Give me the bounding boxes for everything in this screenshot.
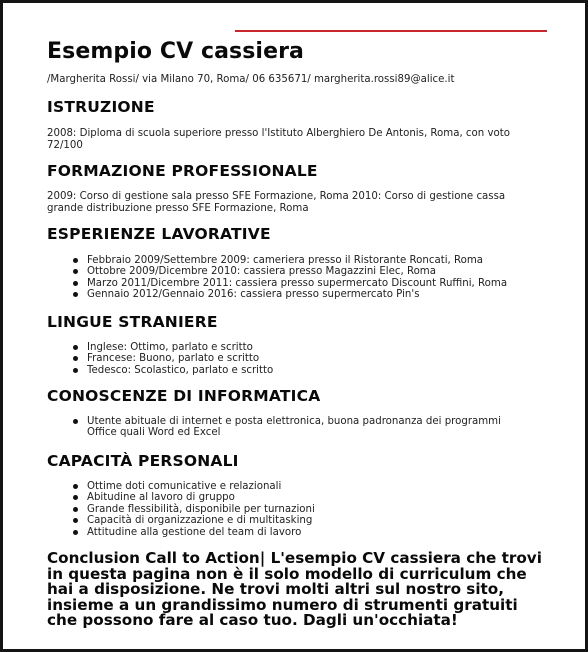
list-item: Attitudine alla gestione del team di lavoro xyxy=(73,527,543,538)
contact-line: /Margherita Rossi/ via Milano 70, Roma/ 06 635671/ margherita.rossi89@alice.it xyxy=(47,74,455,85)
heading-capacita: CAPACITÀ PERSONALI xyxy=(47,452,239,470)
list-item: Francese: Buono, parlato e scritto xyxy=(73,353,543,364)
list-item: Marzo 2011/Dicembre 2011: cassiera presso supermercato Discount Ruffini, Roma xyxy=(73,278,543,289)
list-item: Ottime doti comunicative e relazionali xyxy=(73,481,543,492)
list-item: Capacità di organizzazione e di multitasking xyxy=(73,515,543,526)
heading-informatica: CONOSCENZE DI INFORMATICA xyxy=(47,387,321,405)
list-item: Inglese: Ottimo, parlato e scritto xyxy=(73,342,543,353)
informatica-list xyxy=(73,416,533,439)
heading-esperienze: ESPERIENZE LAVORATIVE xyxy=(47,225,271,243)
list-item: Grande flessibilità, disponibile per turnazioni xyxy=(73,504,543,515)
list-item: Ottobre 2009/Dicembre 2010: cassiera presso Magazzini Elec, Roma xyxy=(73,266,543,277)
list-item: Abitudine al lavoro di gruppo xyxy=(73,492,543,503)
capacita-list xyxy=(73,481,543,538)
lingue-list xyxy=(73,342,543,376)
heading-lingue: LINGUE STRANIERE xyxy=(47,313,218,331)
heading-formazione: FORMAZIONE PROFESSIONALE xyxy=(47,162,318,180)
heading-istruzione: ISTRUZIONE xyxy=(47,98,155,116)
list-item: Tedesco: Scolastico, parlato e scritto xyxy=(73,365,543,376)
list-item: Gennaio 2012/Gennaio 2016: cassiera presso supermercato Pin's xyxy=(73,289,543,300)
formazione-text: 2009: Corso di gestione sala presso SFE Formazione, Roma 2010: Corso di gestione cassa grande distribuzione presso SFE Formazione, Roma xyxy=(47,191,506,214)
esperienze-list xyxy=(73,255,543,301)
list-item: Utente abituale di internet e posta elettronica, buona padronanza dei programmi Office quali Word ed Excel xyxy=(73,416,533,439)
accent-rule xyxy=(235,30,547,32)
conclusion-call-to-action: Conclusion Call to Action| L'esempio CV cassiera che trovi in questa pagina non è il solo modello di curriculum che hai a disposizione. Ne trovi molti altri sul nostro sito, insieme a un grandissimo numero di strumenti gratuiti che possono fare al caso tuo. Dagli un'occhiata! xyxy=(47,549,542,630)
istruzione-text: 2008: Diploma di scuola superiore presso l'Istituto Alberghiero De Antonis, Roma, con voto 72/100 xyxy=(47,128,510,151)
list-item: Febbraio 2009/Settembre 2009: cameriera presso il Ristorante Roncati, Roma xyxy=(73,255,543,266)
page-title: Esempio CV cassiera xyxy=(47,39,304,64)
